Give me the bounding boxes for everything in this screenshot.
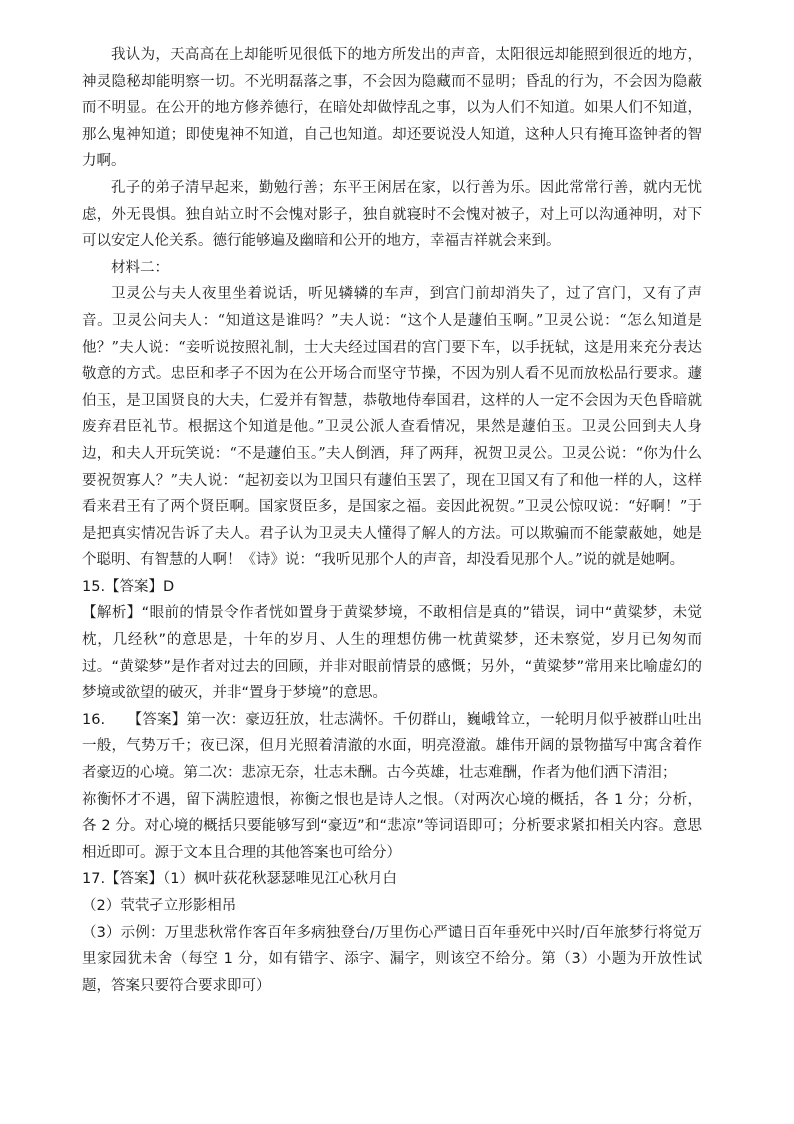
paragraph-commentary-1: 我认为，天高高在上却能听见很低下的地方所发出的声音，太阳很远却能照到很近的地方，神灵隐秘却能明察一切。不光明磊落之事，不会因为隐藏而不显明；昏乱的行为，不会因为隐蔽而不明显。在公开的地方修养德行，在暗处却做悖乱之事，以为人们不知道。如果人们不知道，那么鬼神知道；即使鬼神不知道，自己也知道。却还要说没人知道，这种人只有掩耳盗钟者的智力啊。 xyxy=(82,47,702,170)
answer-17-part-2: （2）茕茕孑立形影相吊 xyxy=(82,898,237,914)
answer-17-part-3: （3）示例：万里悲秋常作客百年多病独登台/万里伤心严谴日百年垂死中兴时/百年旅梦行将觉万里家园犹未舍（每空 1 分，如有错字、添字、漏字，则该空不给分。第（3）小题为开放性试题，答案只要符合要求即可） xyxy=(82,924,702,994)
answer-16-continued: 祢衡怀才不遇，留下满腔遗恨，祢衡之恨也是诗人之恨。（对两次心境的概括，各 1 分；分析，各 2 分。对心境的概括只要能够写到“豪迈”和“悲凉”等词语即可；分析要求紧扣相关内容。意思相近即可。源于文本且合理的其他答案也可给分） xyxy=(82,791,702,861)
analysis-15: 【解析】“眼前的情景令作者恍如置身于黄粱梦境，不敢相信是真的”错误，词中“黄粱梦，未觉枕，几经秋”的意思是，十年的岁月、人生的理想仿佛一枕黄粱梦，还未察觉，岁月已匆匆而过。“黄粱梦”是作者对过去的回顾，并非对眼前情景的感慨；另外，“黄粱梦”常用来比喻虚幻的梦境或欲望的破灭，并非“置身于梦境”的意思。 xyxy=(82,605,702,702)
paragraph-material-two: 卫灵公与夫人夜里坐着说话，听见辚辚的车声，到宫门前却消失了，过了宫门，又有了声音。卫灵公问夫人：“知道这是谁吗？”夫人说：“这个人是蘧伯玉啊。”卫灵公说：“怎么知道是他？”夫人说：“妾听说按照礼制，士大夫经过国君的宫门要下车，以手抚轼，这是用来充分表达敬意的方式。忠臣和孝子不因为在公开场合而坚守节操，不因为别人看不见而放松品行要求。蘧伯玉，是卫国贤良的大夫，仁爱并有智慧，恭敬地侍奉国君，这样的人一定不会因为天色昏暗就废弃君臣礼节。根据这个知道是他。”卫灵公派人查看情况，果然是蘧伯玉。卫灵公回到夫人身边，和夫人开玩笑说：“不是蘧伯玉。”夫人倒酒，拜了两拜，祝贺卫灵公。卫灵公说：“你为什么要祝贺寡人？”夫人说：“起初妾以为卫国只有蘧伯玉罢了，现在卫国又有了和他一样的人，这样看来君王有了两个贤臣啊。国家贤臣多，是国家之福。妾因此祝贺。”卫灵公惊叹说：“好啊！”于是把真实情况告诉了夫人。君子认为卫灵夫人懂得了解人的方法。可以欺骗而不能蒙蔽她，她是个聪明、有智慧的人啊！《诗》说：“我听见那个人的声音，却没看见那个人。”说的就是她啊。 xyxy=(82,286,702,569)
answer-17-part-1: 17.【答案】（1）枫叶荻花秋瑟瑟唯见江心秋月白 xyxy=(82,871,398,888)
answer-15: 15.【答案】D xyxy=(82,578,175,595)
paragraph-commentary-2: 孔子的弟子清早起来，勤勉行善；东平王闲居在家，以行善为乐。因此常常行善，就内无忧虑，外无畏惧。独自站立时不会愧对影子，独自就寝时不会愧对被子，对上可以沟通神明，对下可以安定人伦关系。德行能够遍及幽暗和公开的地方，幸福吉祥就会来到。 xyxy=(82,179,702,250)
answer-16: 16. 【答案】第一次：豪迈狂放，壮志满怀。千仞群山，巍峨耸立，一轮明月似乎被群山吐出一般，气势万千；夜已深，但月光照着清澈的水面，明亮澄澈。雄伟开阔的景物描写中寓含着作者豪迈的心境。第二次：悲凉无奈，壮志未酬。古今英雄，壮志难酬，作者为他们洒下清泪； xyxy=(82,711,702,782)
material-two-heading: 材料二： xyxy=(111,259,169,276)
